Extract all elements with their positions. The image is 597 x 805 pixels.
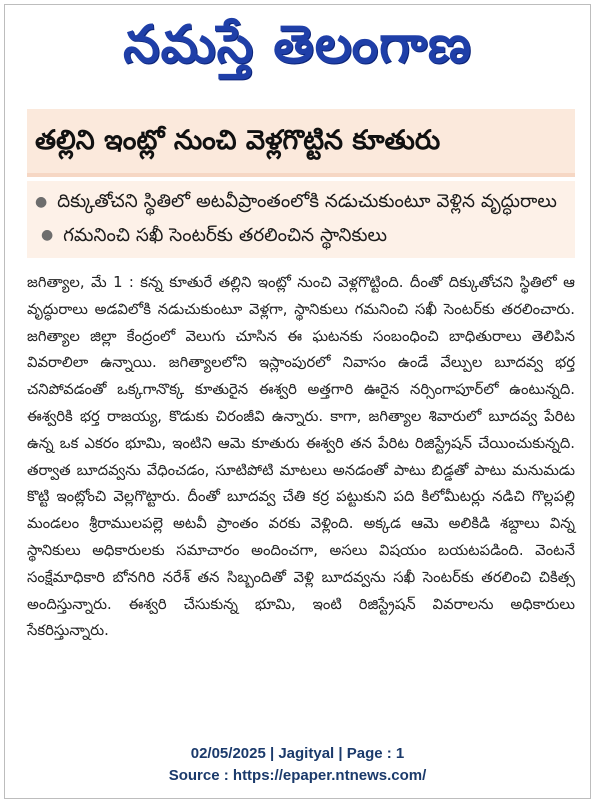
article-clip (27, 109, 580, 645)
subdeck-point-1: దిక్కుతోచని స్థితిలో అటవీప్రాంతంలోకి నడుచుకుంటూ వెళ్లిన వృద్ధురాలు (57, 191, 557, 212)
article-body (27, 270, 580, 645)
article-headline: తల్లిని ఇంట్లో నుంచి వెళ్లగొట్టిన కూతురు (27, 109, 575, 177)
article-subdeck (27, 181, 575, 258)
footer-source-link[interactable]: Source : https://epaper.ntnews.com/ (168, 767, 427, 784)
article-body-text: జగిత్యాల, మే 1 : కన్న కూతురే తల్లిని ఇంట్లో నుంచి వెళ్లగొట్టింది. దీంతో దిక్కుతోచని స్థితిలో ఆ వృద్ధురాలు అడవిలోకి నడుచుకుంటూ వెళ్లగా, స్థానికులు గమనించి సఖీ సెంటర్‌కు తరలించారు. జగిత్యాల జిల్లా కేంద్రంలో వెలుగు చూసిన ఈ ఘటనకు సంబంధించి బాధితురాలు తెలిపిన వివరాలిలా ఉన్నాయి. జగిత్యాలలోని ఇస్లాంపురలో నివాసం ఉండే వేల్పుల బూదవ్వ భర్త చనిపోవడంతో ఒక్కగానొక్క కూతురైన ఈశ్వరి అత్తగారి ఊరైన నర్సింగాపూర్‌లో ఉంటున్నది. ఈశ్వరికి భర్త రాజయ్య, కొడుకు చిరంజీవి ఉన్నారు. కాగా, జగిత్యాల శివారులో బూదవ్వ పేరిట ఉన్న ఒక ఎకరం భూమి, ఇంటిని ఆమె కూతురు ఈశ్వరి తన పేరిట రిజిస్ట్రేషన్ చేయించుకున్నది. తర్వాత బూదవ్వను వేధించడం, సూటిపోటి మాటలు అనడంతో పాటు బిడ్డతో పాటు మనుమడు కొట్టి ఇంట్లోంచి వెల్లగొట్టారు. దీంతో బూదవ్వ చేతి కర్ర పట్టుకుని పది కిలోమీటర్లు నడిచి గొల్లపల్లి మండలం శ్రీరాములపల్లె అటవీ ప్రాంతం వరకు వెళ్లింది. అక్కడ ఆమె అలికిడి శబ్దాలు విన్న స్థానికులు అధికారులకు సమాచారం అందించగా, అసలు విషయం బయటపడింది. వెంటనే సంక్షేమాధికారి బోనగిరి నరేశ్ తన సిబ్బందితో వెళ్లి బూదవ్వను సఖీ సెంటర్‌కు తరలించి చికిత్స అందిస్తున్నారు. ఈశ్వరి చేసుకున్న భూమి, ఇంటి రిజిస్ట్రేషన్ వివరాలను అధికారులు సేకరిస్తున్నారు. (27, 274, 580, 640)
bullet-icon: ● (41, 227, 54, 243)
bullet-icon: ● (35, 193, 48, 210)
subdeck-point-2: గమనించి సఖీ సెంటర్‌కు తరలించిన స్థానికులు (63, 224, 388, 246)
footer-date-edition-page: 02/05/2025 | Jagityal | Page : 1 (190, 745, 405, 762)
newspaper-masthead: నమస్తే తెలంగాణ (123, 15, 472, 75)
epaper-clip-page (4, 4, 591, 799)
clip-footer (5, 743, 590, 787)
